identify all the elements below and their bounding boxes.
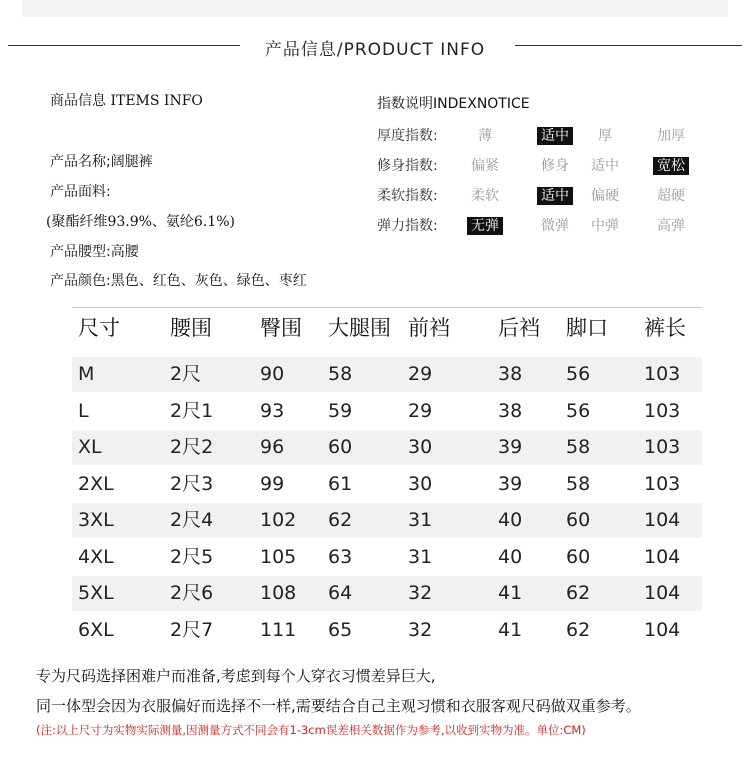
size-table-row bbox=[72, 540, 702, 575]
size-table-cell: 58 bbox=[566, 436, 591, 458]
size-table bbox=[72, 312, 702, 652]
index-option bbox=[638, 215, 704, 235]
size-table-cell: 2尺1 bbox=[170, 399, 214, 422]
index-option bbox=[572, 155, 638, 175]
size-table-cell: 104 bbox=[644, 582, 681, 604]
size-table-cell: 99 bbox=[260, 472, 285, 495]
items-info-title: 商品信息 ITEMS INFO bbox=[50, 93, 203, 109]
size-table-cell: 60 bbox=[566, 509, 591, 531]
size-table-cell: 60 bbox=[328, 436, 353, 458]
note-line-1: 专为尺码选择困难户而准备,考虑到每个人穿衣习惯差异巨大, bbox=[36, 667, 436, 685]
index-row-label: 修身指数: bbox=[377, 158, 438, 174]
size-table-header-cell: 尺寸 bbox=[78, 316, 120, 340]
size-table-cell: 29 bbox=[408, 363, 433, 385]
size-table-cell: 93 bbox=[260, 399, 285, 422]
size-table-cell: 40 bbox=[498, 509, 523, 531]
size-table-cell: 103 bbox=[644, 399, 681, 422]
size-table-cell: 104 bbox=[644, 545, 681, 568]
size-table-cell: 59 bbox=[328, 399, 353, 422]
size-table-row bbox=[72, 503, 702, 538]
index-option-text: 适中 bbox=[537, 127, 573, 145]
size-table-cell: 5XL bbox=[78, 582, 114, 604]
top-band bbox=[22, 0, 728, 17]
index-option bbox=[452, 185, 518, 205]
product-waist: 产品腰型:高腰 bbox=[50, 244, 139, 260]
size-table-cell: 96 bbox=[260, 436, 285, 458]
size-table-cell: 4XL bbox=[78, 545, 114, 568]
index-row-label: 柔软指数: bbox=[377, 188, 438, 204]
size-table-cell: 31 bbox=[408, 545, 433, 568]
size-table-cell: 6XL bbox=[78, 618, 114, 641]
index-option bbox=[572, 185, 638, 205]
size-table-cell: M bbox=[78, 363, 95, 385]
size-table-cell: 102 bbox=[260, 509, 297, 531]
size-table-row bbox=[72, 576, 702, 611]
index-option-text: 无弹 bbox=[467, 217, 503, 235]
index-notice-title: 指数说明INDEXNOTICE bbox=[377, 96, 530, 112]
size-table-cell: 39 bbox=[498, 472, 523, 495]
table-top-rule bbox=[72, 307, 702, 308]
size-table-header-cell: 大腿围 bbox=[328, 316, 391, 340]
product-colors: 产品颜色:黑色、红色、灰色、绿色、枣红 bbox=[50, 273, 307, 289]
size-table-row bbox=[72, 467, 702, 502]
size-table-cell: 39 bbox=[498, 436, 523, 458]
index-option-text: 中弹 bbox=[591, 218, 619, 234]
index-row-label: 弹力指数: bbox=[377, 218, 438, 234]
size-table-cell: 103 bbox=[644, 436, 681, 458]
size-table-cell: 2尺7 bbox=[170, 618, 214, 641]
size-table-cell: 2尺5 bbox=[170, 545, 214, 568]
size-table-cell: 41 bbox=[498, 582, 523, 604]
size-table-cell: 104 bbox=[644, 509, 681, 531]
note-line-2: 同一体型会因为衣服偏好而选择不一样,需要结合自己主观习惯和衣服客观尺码做双重参考。 bbox=[36, 697, 641, 715]
size-table-cell: 38 bbox=[498, 399, 523, 422]
index-option-text: 加厚 bbox=[657, 128, 685, 144]
index-option bbox=[638, 185, 704, 205]
section-title: 产品信息/PRODUCT INFO bbox=[264, 40, 486, 60]
header-rule-right bbox=[515, 45, 742, 46]
index-option-text: 柔软 bbox=[471, 188, 499, 204]
index-option bbox=[452, 125, 518, 145]
size-table-cell: 3XL bbox=[78, 509, 114, 531]
size-table-cell: 105 bbox=[260, 545, 297, 568]
size-table-cell: L bbox=[78, 399, 89, 422]
size-table-cell: 111 bbox=[260, 618, 297, 641]
size-table-cell: 2尺 bbox=[170, 363, 202, 385]
size-table-cell: 103 bbox=[644, 363, 681, 385]
size-table-cell: 103 bbox=[644, 472, 681, 495]
index-option-selected bbox=[452, 215, 518, 235]
index-option-text: 偏硬 bbox=[591, 188, 619, 204]
index-option-text: 薄 bbox=[478, 128, 492, 144]
index-option-text: 微弹 bbox=[541, 218, 569, 234]
size-table-cell: 60 bbox=[566, 545, 591, 568]
product-name: 产品名称;阔腿裤 bbox=[50, 154, 153, 170]
size-table-cell: XL bbox=[78, 436, 102, 458]
product-fabric-detail: (聚酯纤维93.9%、氨纶6.1%) bbox=[46, 214, 235, 230]
size-table-cell: 63 bbox=[328, 545, 353, 568]
size-table-row bbox=[72, 394, 702, 429]
index-option bbox=[452, 155, 518, 175]
size-table-cell: 30 bbox=[408, 472, 433, 495]
size-table-row bbox=[72, 613, 702, 648]
size-table-cell: 108 bbox=[260, 582, 297, 604]
size-table-header-cell: 脚口 bbox=[566, 316, 608, 340]
index-option-selected bbox=[638, 155, 704, 175]
size-table-header bbox=[72, 312, 702, 352]
size-table-cell: 2尺2 bbox=[170, 436, 214, 458]
size-table-header-cell: 腰围 bbox=[170, 316, 212, 340]
size-table-cell: 62 bbox=[566, 582, 591, 604]
size-table-row bbox=[72, 430, 702, 465]
size-table-cell: 38 bbox=[498, 363, 523, 385]
size-table-cell: 104 bbox=[644, 618, 681, 641]
size-table-cell: 29 bbox=[408, 399, 433, 422]
index-option bbox=[572, 125, 638, 145]
size-table-row bbox=[72, 357, 702, 392]
size-table-cell: 2尺4 bbox=[170, 509, 214, 531]
index-option-text: 超硬 bbox=[657, 188, 685, 204]
size-table-cell: 30 bbox=[408, 436, 433, 458]
size-table-cell: 40 bbox=[498, 545, 523, 568]
index-row-label: 厚度指数: bbox=[377, 128, 438, 144]
product-fabric-label: 产品面料: bbox=[50, 184, 111, 200]
size-table-cell: 32 bbox=[408, 618, 433, 641]
size-table-cell: 2尺6 bbox=[170, 582, 214, 604]
size-table-cell: 62 bbox=[566, 618, 591, 641]
index-option-text: 偏紧 bbox=[471, 158, 499, 174]
index-option-text: 宽松 bbox=[653, 157, 689, 175]
index-option-text: 适中 bbox=[591, 158, 619, 174]
size-table-cell: 61 bbox=[328, 472, 353, 495]
index-option-text: 高弹 bbox=[657, 218, 685, 234]
index-option-text: 适中 bbox=[537, 187, 573, 205]
size-table-cell: 90 bbox=[260, 363, 285, 385]
size-table-cell: 2XL bbox=[78, 472, 114, 495]
index-option-text: 厚 bbox=[598, 128, 612, 144]
size-table-cell: 32 bbox=[408, 582, 433, 604]
size-table-cell: 62 bbox=[328, 509, 353, 531]
size-table-header-cell: 臀围 bbox=[260, 316, 302, 340]
size-table-cell: 56 bbox=[566, 363, 591, 385]
note-disclaimer: (注:以上尺寸为实物实际测量,因测量方式不同会有1-3cm误差相关数据作为参考,以收到实物为准。单位:CM) bbox=[36, 723, 586, 737]
size-table-cell: 56 bbox=[566, 399, 591, 422]
size-table-header-cell: 裤长 bbox=[644, 316, 686, 340]
size-table-cell: 2尺3 bbox=[170, 472, 214, 495]
index-option bbox=[572, 215, 638, 235]
size-table-cell: 31 bbox=[408, 509, 433, 531]
index-option-text: 修身 bbox=[541, 158, 569, 174]
size-table-cell: 64 bbox=[328, 582, 353, 604]
size-table-header-cell: 前裆 bbox=[408, 316, 450, 340]
index-option bbox=[638, 125, 704, 145]
size-table-cell: 65 bbox=[328, 618, 353, 641]
size-table-cell: 58 bbox=[328, 363, 353, 385]
size-table-header-cell: 后裆 bbox=[498, 316, 540, 340]
size-table-cell: 41 bbox=[498, 618, 523, 641]
header-rule-left bbox=[8, 45, 240, 46]
size-table-cell: 58 bbox=[566, 472, 591, 495]
